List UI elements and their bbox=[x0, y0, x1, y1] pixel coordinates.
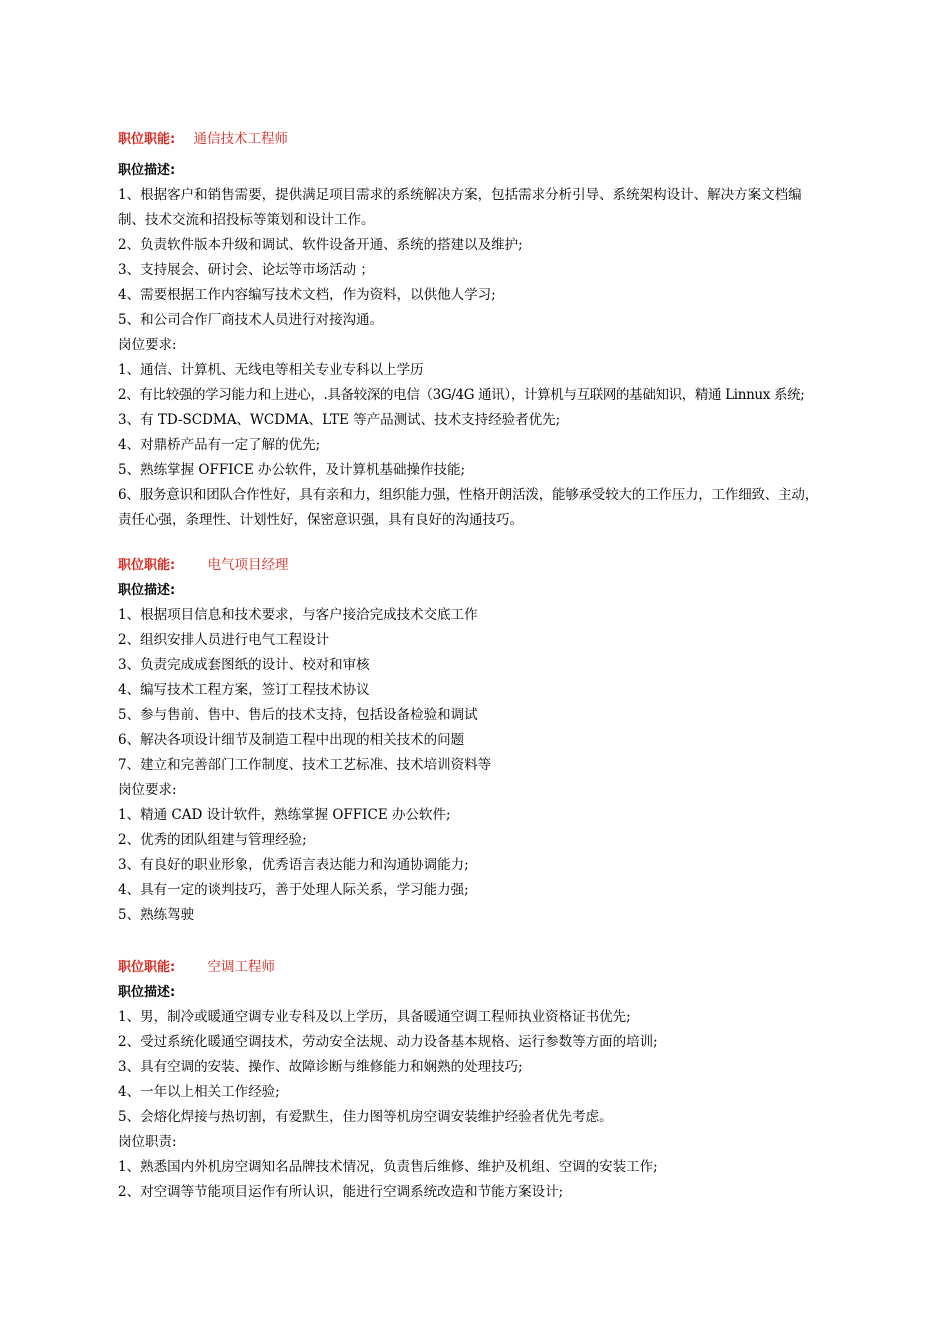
list-item: 1、男，制冷或暖通空调专业专科及以上学历，具备暖通空调工程师执业资格证书优先; bbox=[118, 1009, 631, 1025]
job-function-label: 职位职能: bbox=[118, 558, 176, 573]
list-item: 5、熟练掌握 OFFICE 办公软件，及计算机基础操作技能; bbox=[118, 462, 466, 478]
list-item: 2、有比较强的学习能力和上进心，.具备较深的电信（3G/4G 通讯），计算机与互联网的基础知识，精通 Linnux 系统; bbox=[118, 387, 805, 403]
list-item: 1、熟悉国内外机房空调知名品牌技术情况，负责售后维修、维护及机组、空调的安装工作; bbox=[118, 1159, 658, 1175]
list-item: 责任心强，条理性、计划性好，保密意识强，具有良好的沟通技巧。 bbox=[118, 512, 523, 528]
list-item: 4、需要根据工作内容编写技术文档，作为资料，以供他人学习; bbox=[118, 287, 496, 303]
job-requirements-title: 岗位要求: bbox=[118, 782, 177, 798]
list-item: 3、有良好的职业形象，优秀语言表达能力和沟通协调能力; bbox=[118, 857, 469, 873]
job-function-line bbox=[118, 553, 838, 578]
list-item: 3、支持展会、研讨会、论坛等市场活动 ； bbox=[118, 262, 374, 278]
job-section-hvac bbox=[118, 955, 838, 1205]
list-item: 1、根据项目信息和技术要求，与客户接洽完成技术交底工作 bbox=[118, 607, 478, 623]
list-item: 4、编写技术工程方案，签订工程技术协议 bbox=[118, 682, 370, 698]
list-item: 3、负责完成成套图纸的设计、校对和审核 bbox=[118, 657, 370, 673]
list-item: 2、负责软件版本升级和调试、软件设备开通、系统的搭建以及维护; bbox=[118, 237, 523, 253]
list-item: 7、建立和完善部门工作制度、技术工艺标准、技术培训资料等 bbox=[118, 757, 492, 773]
job-function-line bbox=[118, 127, 838, 152]
list-item: 4、一年以上相关工作经验; bbox=[118, 1084, 280, 1100]
job-requirements-title: 岗位要求: bbox=[118, 337, 177, 353]
job-section-telecom bbox=[118, 127, 838, 533]
list-item: 2、受过系统化暖通空调技术，劳动安全法规、动力设备基本规格、运行参数等方面的培训; bbox=[118, 1034, 658, 1050]
list-item: 4、具有一定的谈判技巧，善于处理人际关系，学习能力强; bbox=[118, 882, 469, 898]
list-item: 1、根据客户和销售需要，提供满足项目需求的系统解决方案，包括需求分析引导、系统架构设计、解决方案文档编 bbox=[118, 187, 802, 203]
job-function-line bbox=[118, 955, 838, 980]
list-item: 4、对鼎桥产品有一定了解的优先; bbox=[118, 437, 321, 453]
list-item: 制、技术交流和招投标等策划和设计工作。 bbox=[118, 212, 375, 228]
job-function-value: 通信技术工程师 bbox=[193, 131, 288, 147]
job-function-value: 电气项目经理 bbox=[207, 557, 289, 573]
job-section-electrical bbox=[118, 553, 838, 928]
job-function-label: 职位职能: bbox=[118, 960, 176, 975]
job-function-value: 空调工程师 bbox=[207, 959, 275, 975]
job-description-title: 职位描述: bbox=[118, 985, 176, 1000]
list-item: 1、精通 CAD 设计软件，熟练掌握 OFFICE 办公软件; bbox=[118, 807, 451, 823]
list-item: 5、参与售前、售中、售后的技术支持，包括设备检验和调试 bbox=[118, 707, 478, 723]
job-function-label: 职位职能: bbox=[118, 132, 176, 147]
list-item: 6、解决各项设计细节及制造工程中出现的相关技术的问题 bbox=[118, 732, 465, 748]
job-description-title: 职位描述: bbox=[118, 583, 176, 598]
list-item: 1、通信、计算机、无线电等相关专业专科以上学历 bbox=[118, 362, 424, 378]
list-item: 5、会熔化焊接与热切割，有爱默生，佳力图等机房空调安装维护经验者优先考虑。 bbox=[118, 1109, 613, 1125]
list-item: 3、有 TD-SCDMA、WCDMA、LTE 等产品测试、技术支持经验者优先; bbox=[118, 412, 561, 428]
list-item: 5、熟练驾驶 bbox=[118, 907, 195, 923]
job-responsibilities-title: 岗位职责: bbox=[118, 1134, 177, 1150]
list-item: 2、对空调等节能项目运作有所认识，能进行空调系统改造和节能方案设计; bbox=[118, 1184, 564, 1200]
list-item: 2、组织安排人员进行电气工程设计 bbox=[118, 632, 330, 648]
list-item: 5、和公司合作厂商技术人员进行对接沟通。 bbox=[118, 312, 384, 328]
list-item: 3、具有空调的安装、操作、故障诊断与维修能力和娴熟的处理技巧; bbox=[118, 1059, 523, 1075]
list-item: 6、服务意识和团队合作性好，具有亲和力，组织能力强，性格开朗活泼，能够承受较大的工作压力，工作细致、主动， bbox=[118, 487, 818, 503]
list-item: 2、优秀的团队组建与管理经验; bbox=[118, 832, 307, 848]
job-description-title: 职位描述: bbox=[118, 163, 176, 178]
